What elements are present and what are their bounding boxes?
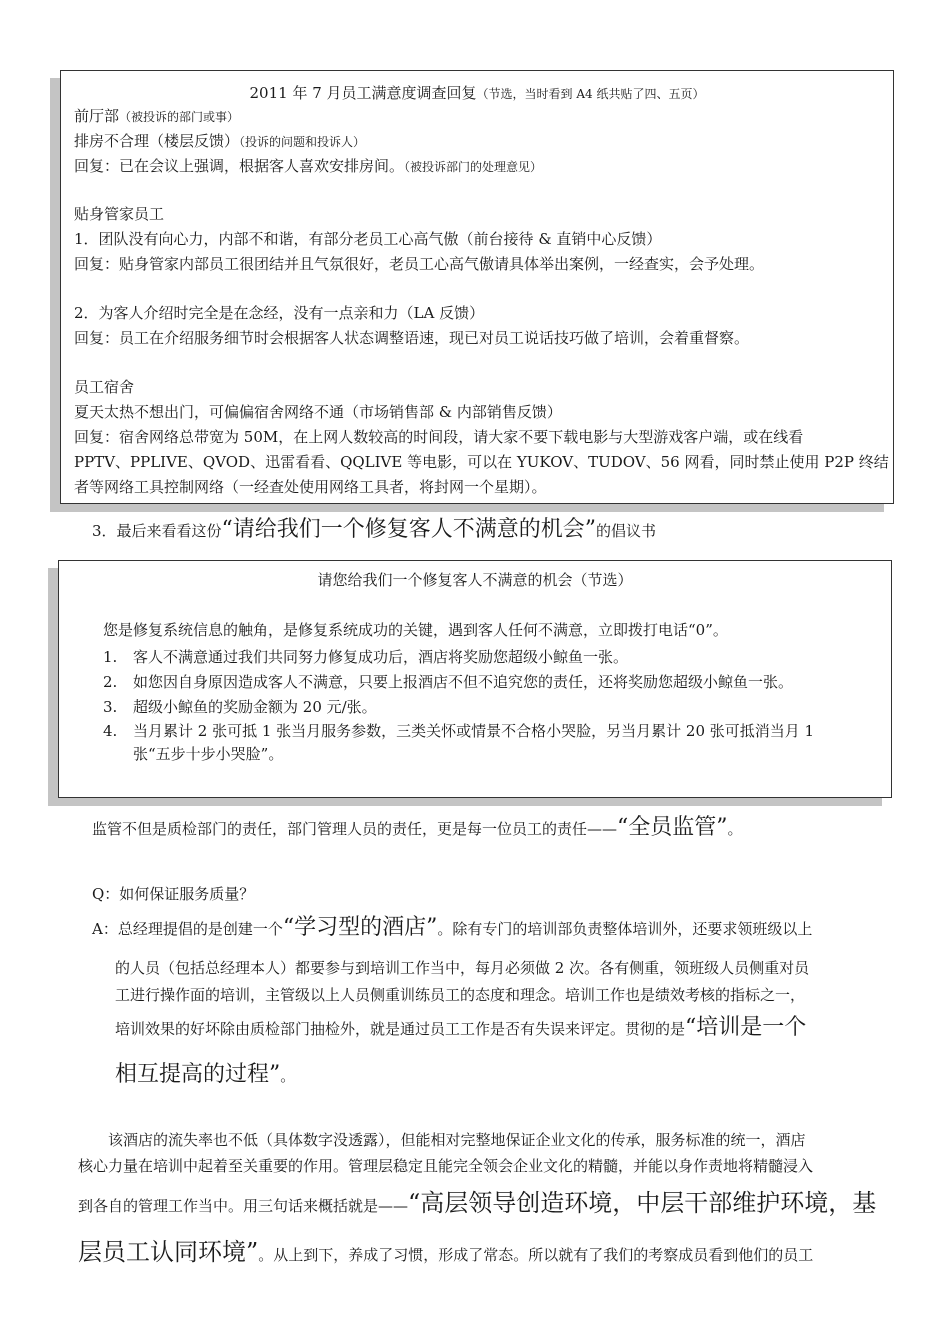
item3-quote: “请给我们一个修复客人不满意的机会” [221, 517, 597, 542]
proposal-item [103, 647, 628, 667]
survey-reply-box [60, 70, 894, 504]
supervision-quote: “全员监管” [617, 815, 728, 840]
answer-quote2-part1: “培训是一个 [685, 1015, 807, 1040]
final-para-line4 [78, 1234, 813, 1273]
dept1-label: 前厅部 [74, 107, 120, 125]
proposal-box [58, 560, 892, 798]
answer-quote: “学习型的酒店” [282, 915, 438, 940]
dept1-note: （被投诉的部门或事） [119, 110, 240, 124]
answer-line1 [92, 912, 812, 945]
item3-heading [92, 514, 656, 547]
answer-line4-text: 培训效果的好坏除由质检部门抽检外，就是通过员工工作是否有失误来评定。贯彻的是 [115, 1020, 686, 1038]
survey-title [61, 83, 893, 104]
final-para-line3 [78, 1185, 876, 1224]
proposal-item-text: 超级小鲸鱼的奖励金额为 20 元/张。 [133, 698, 377, 716]
supervision-end: 。 [727, 820, 743, 838]
proposal-item-text: 如您因自身原因造成客人不满意，只要上报酒店不但不追究您的责任，还将奖励您超级小鲸鱼一张。 [133, 673, 794, 691]
reply1-text: 回复：已在会议上强调，根据客人喜欢安排房间。 [74, 157, 405, 175]
proposal-item-number: 3. [103, 698, 118, 716]
final-line3-prefix: 到各自的管理工作当中。用三句话来概括就是—— [78, 1197, 409, 1215]
issue-team-cohesion: 1．团队没有向心力，内部不和谐，有部分老员工心高气傲（前台接待 & 直销中心反馈） [74, 230, 662, 248]
proposal-item [103, 672, 793, 692]
dept-dormitory: 员工宿舍 [74, 378, 135, 396]
proposal-intro: 您是修复系统信息的触角，是修复系统成功的关键，遇到客人任何不满意，立即拨打电话“0”。 [103, 621, 728, 639]
supervision-text: 监管不但是质检部门的责任，部门管理人员的责任，更是每一位员工的责任—— [92, 820, 618, 838]
issue-introduction: 2．为客人介绍时完全是在念经，没有一点亲和力（LA 反馈） [74, 304, 485, 322]
answer-prefix: A：总经理提倡的是创建一个 [92, 920, 283, 938]
answer-line1-rest: 。除有专门的培训部负责整体培训外，还要求领班级以上 [437, 920, 813, 938]
final-quote-part1: “高层领导创造环境，中层干部维护环境，基 [408, 1189, 877, 1217]
final-line4-rest: 。从上到下，养成了习惯，形成了常态。所以就有了我们的考察成员看到他们的员工 [258, 1246, 814, 1264]
reply-network-line1: 回复：宿舍网络总带宽为 50M，在上网人数较高的时间段，请大家不要下载电影与大型游戏客户端，或在线看 [74, 428, 804, 446]
reply-introduction: 回复：员工在介绍服务细节时会根据客人状态调整语速，现已对员工说话技巧做了培训，会着重督察。 [74, 329, 750, 347]
final-para-line2: 核心力量在培训中起着至关重要的作用。管理层稳定且能完全领会企业文化的精髓，并能以身作责地将精髓浸入 [78, 1157, 814, 1175]
issue-room-assignment [74, 131, 365, 152]
reply-team-cohesion: 回复：贴身管家内部员工很团结并且气氛很好，老员工心高气傲请具体举出案例，一经查实，会予处理。 [74, 255, 765, 273]
answer-line5 [115, 1058, 295, 1093]
proposal-item-number: 4. [103, 722, 118, 740]
survey-title-note: （节选，当时看到 A4 纸共贴了四、五页） [476, 87, 705, 101]
survey-title-main: 2011 年 7 月员工满意度调查回复 [249, 84, 477, 102]
item3-prefix: 3．最后来看看这份 [92, 522, 222, 540]
proposal-item-number: 2. [103, 673, 118, 691]
issue-network: 夏天太热不想出门，可偏偏宿舍网络不通（市场销售部 & 内部销售反馈） [74, 403, 562, 421]
question: Q：如何保证服务质量？ [92, 885, 255, 903]
answer-quote2-part2: 相互提高的过程” [115, 1062, 281, 1087]
proposal-item [103, 721, 814, 741]
proposal-item-text: 客人不满意通过我们共同努力修复成功后，酒店将奖励您超级小鲸鱼一张。 [133, 648, 629, 666]
proposal-item [103, 697, 377, 717]
supervision-line [92, 812, 743, 845]
reply1-note: （被投诉部门的处理意见） [404, 160, 543, 174]
answer-line3: 工进行操作面的培训，主管级以上人员侧重训练员工的态度和理念。培训工作也是绩效考核的指标之一， [115, 986, 806, 1004]
dept-butler: 贴身管家员工 [74, 205, 165, 223]
final-quote-part2: 层员工认同环境” [78, 1238, 259, 1266]
answer-line2: 的人员（包括总经理本人）都要参与到培训工作当中，每月必须做 2 次。各有侧重，领班级人员侧重对员 [115, 959, 810, 977]
proposal-item-text: 当月累计 2 张可抵 1 张当月服务参数，三类关怀或情景不合格小哭脸，另当月累计 20 张可抵消当月 1 [133, 722, 815, 740]
proposal-title: 请您给我们一个修复客人不满意的机会（节选） [317, 571, 633, 589]
proposal-item4-continuation: 张“五步十步小哭脸”。 [133, 745, 284, 763]
item3-suffix: 的倡议书 [596, 522, 657, 540]
reply-network-line3: 者等网络工具控制网络（一经查处使用网络工具者，将封网一个星期）。 [74, 478, 547, 496]
dept-front-office [74, 106, 239, 127]
reply-room-assignment [74, 156, 542, 177]
final-para-line1: 该酒店的流失率也不低（具体数字没透露），但能相对完整地保证企业文化的传承，服务标准的统一，酒店 [108, 1131, 806, 1149]
proposal-item-number: 1. [103, 648, 118, 666]
issue1-note: （投诉的问题和投诉人） [239, 135, 366, 149]
answer-end: 。 [280, 1067, 296, 1085]
issue1-text: 排房不合理（楼层反馈） [74, 132, 240, 150]
reply-network-line2: PPTV、PPLIVE、QVOD、迅雷看看、QQLIVE 等电影，可以在 YUKOV、TUDOV、56 网看，同时禁止使用 P2P 终结 [74, 453, 889, 471]
answer-line4 [115, 1012, 806, 1045]
